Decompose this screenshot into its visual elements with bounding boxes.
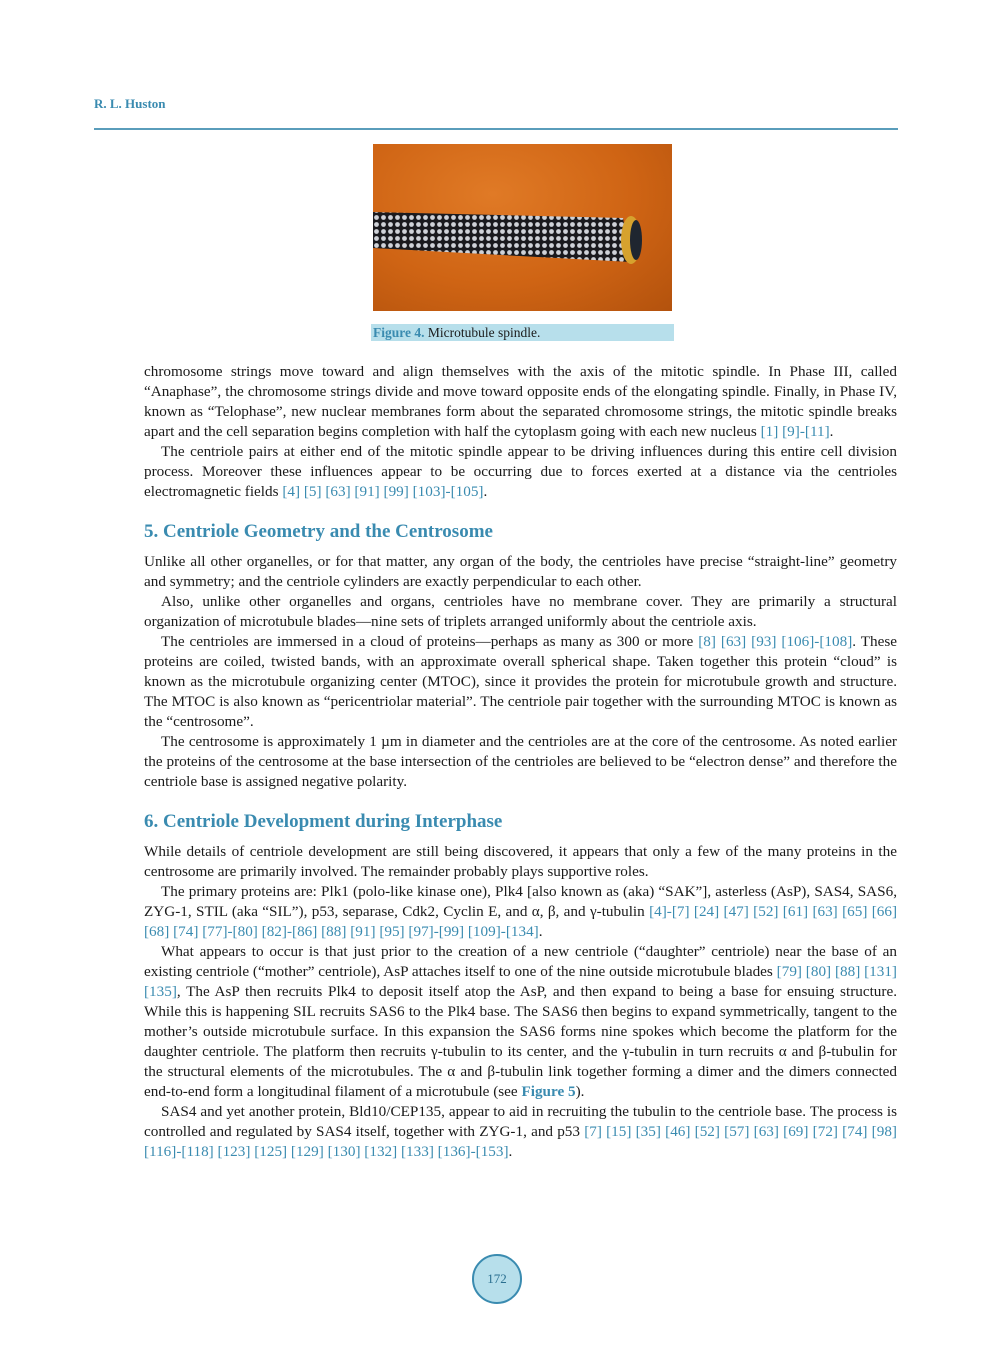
paragraph — [144, 942, 897, 1102]
paragraph — [144, 442, 897, 502]
citation-link[interactable]: [4]-[7] [24] [47] [52] [61] [63] [65] [66] [68] [74] [77]-[80] [82]-[86] [88] [91] [95] [97]-[99] [109]-[134] — [144, 903, 898, 940]
page-number: 172 — [472, 1254, 522, 1304]
paragraph — [144, 592, 897, 632]
citation-link[interactable]: [8] [63] [93] [106]-[108] — [698, 633, 853, 650]
paragraph — [144, 882, 897, 942]
citation-link[interactable]: [7] [15] [35] [46] [52] [57] [63] [69] [72] [74] [98] [116]-[118] [123] [125] [129] [130] [132] [133] [136]-[153] — [144, 1123, 897, 1160]
header-rule — [94, 128, 898, 130]
figure-link[interactable]: Figure 5 — [521, 1083, 576, 1100]
body-text: , The AsP then recruits Plk4 to deposit itself atop the AsP, and then expand to being a base for ensuing structure. While this is happening SIL recruits SAS6 to the Plk4 base. The SAS6 then begins to expand symmetrically, tangent to the mother’s outside microtubule surface. In this expansion the SAS6 forms nine spokes which become the platform for the daughter centriole. The platform then recruits γ-tubulin to its center, and the γ-tubulin in turn recruits α and β-tubulin for the structural elements of the microtubules. The α and β-tubulin link together forming a dimer and the dimers connected end-to-end form a longitudinal filament of a microtubule (see — [144, 983, 897, 1100]
running-header-author: R. L. Huston — [94, 96, 166, 111]
body-text: While details of centriole development are still being discovered, it appears that only a few of the many proteins in the centrosome are primarily involved. The remainder probably plays supportive roles. — [144, 843, 897, 880]
paragraph — [144, 732, 897, 792]
body-text: . — [483, 483, 488, 500]
body-text: The centrosome is approximately 1 µm in diameter and the centrioles are at the core of the centrosome. As noted earlier the proteins of the centrosome at the base intersection of the centrioles are believed to be “electron dense” and therefore the centriole base is assigned negative polarity. — [144, 733, 897, 790]
body-text: . — [538, 923, 543, 940]
section-heading: 5. Centriole Geometry and the Centrosome — [144, 521, 493, 542]
body-text: Unlike all other organelles, or for that matter, any organ of the body, the centrioles have precise “straight-line” geometry and symmetry; and the centriole cylinders are exactly perpendicular to each other. — [144, 553, 897, 590]
section-heading: 6. Centriole Development during Interphase — [144, 811, 503, 832]
microtubule-spindle-photo — [373, 144, 672, 311]
body-text: ). — [575, 1083, 585, 1100]
paragraph — [144, 632, 897, 732]
citation-link[interactable]: [4] [5] [63] [91] [99] [103]-[105] — [282, 483, 484, 500]
figure-4-image — [373, 144, 672, 311]
paragraph — [144, 362, 897, 442]
paragraph — [144, 1102, 897, 1162]
body-text: What appears to occur is that just prior to the creation of a new centriole (“daughter” centriole) near the base of an existing centriole (“mother” centriole), AsP attaches itself to one of the nine outside microtubule blades — [144, 943, 897, 980]
figure-label: Figure 4. — [373, 325, 425, 340]
citation-link[interactable]: [1] [9]-[11] — [760, 423, 830, 440]
body-text: . — [829, 423, 834, 440]
body-text: . These proteins are coiled, twisted bands, with an approximate overall spherical shape. Taken together this protein “cloud” is known as the microtubule organizing center (MTOC), since it provides the protein for microtubule growth and structure. The MTOC is also known as “pericentriolar material”. The centriole pair together with the surrounding MTOC is known as the “centrosome”. — [144, 633, 897, 730]
body-text: SAS4 and yet another protein, Bld10/CEP135, appear to aid in recruiting the tubulin to the centriole base. The process is controlled and regulated by SAS4 itself, together with ZYG-1, and p53 — [144, 1103, 897, 1140]
body-text: chromosome strings move toward and align themselves with the axis of the mitotic spindle. In Phase III, called “Anaphase”, the chromosome strings divide and move toward opposite ends of the elongating spindle. Finally, in Phase IV, known as “Telophase”, new nuclear membranes form about the separated chromosome strings, the mitotic spindle breaks apart and the cell separation begins completion with half the cytoplasm going with each new nucleus — [144, 363, 897, 440]
body-text: . — [508, 1143, 513, 1160]
paragraph — [144, 552, 897, 592]
body-text: The primary proteins are: Plk1 (polo-like kinase one), Plk4 [also known as (aka) “SAK”], asterless (AsP), SAS4, SAS6, ZYG-1, STIL (aka “SIL”), p53, separase, Cdk2, Cyclin E, and α, β, and γ-tubulin — [144, 883, 897, 920]
figure-caption — [371, 324, 674, 341]
article-body — [144, 362, 897, 1162]
body-text: The centriole pairs at either end of the mitotic spindle appear to be driving influences during this entire cell division process. Moreover these influences appear to be occurring due to forces exerted at a distance via the centrioles electromagnetic fields — [144, 443, 897, 500]
body-text: Also, unlike other organelles and organs, centrioles have no membrane cover. They are primarily a structural organization of microtubule blades—nine sets of triplets arranged uniformly about the centriole axis. — [144, 593, 897, 630]
citation-link[interactable]: [79] [80] [88] [131] [135] — [144, 963, 897, 1000]
figure-caption-text: Microtubule spindle. — [427, 325, 541, 340]
paragraph — [144, 842, 897, 882]
body-text: The centrioles are immersed in a cloud of proteins—perhaps as many as 300 or more — [161, 633, 699, 650]
